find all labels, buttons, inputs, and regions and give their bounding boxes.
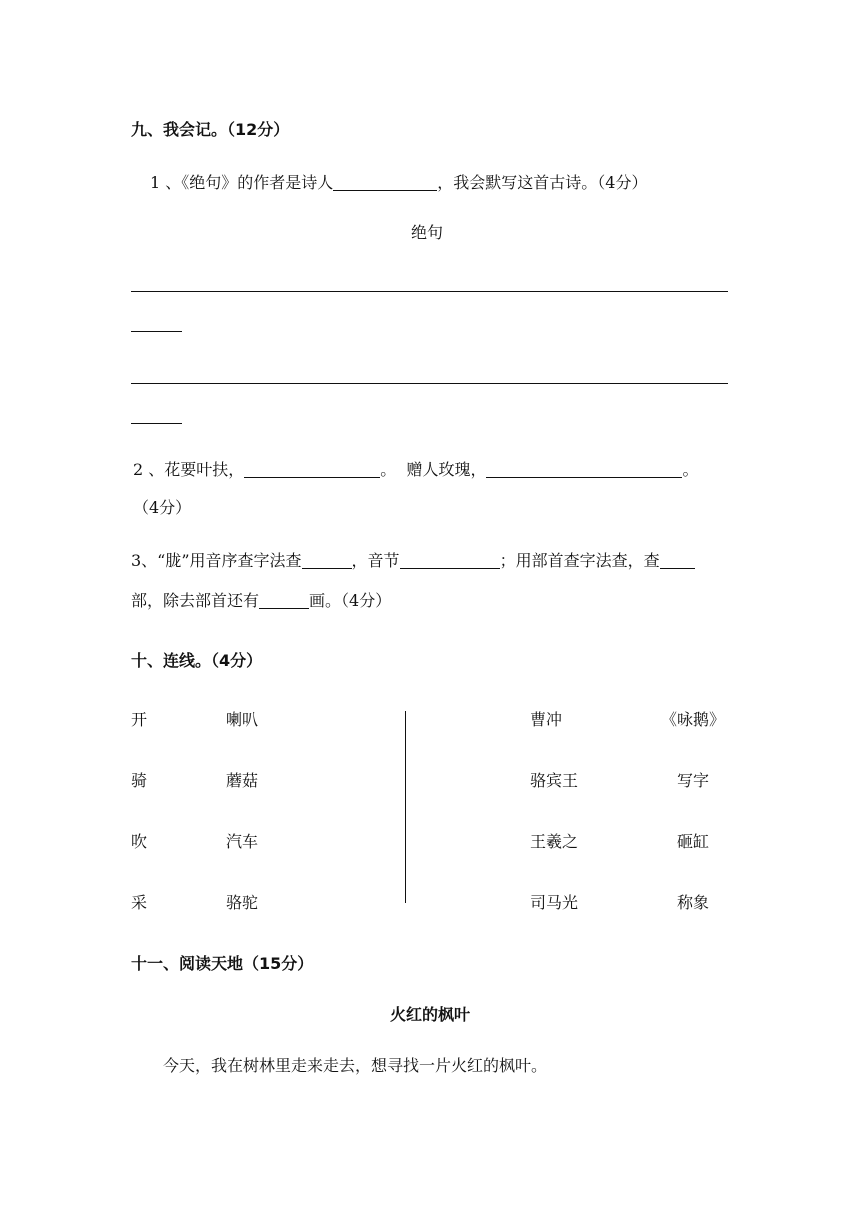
column-divider — [405, 711, 406, 903]
question-3-part-1: 3、“胧”用音序查字法查 — [131, 551, 302, 570]
question-3-line-2 — [131, 592, 391, 609]
verb-item[interactable]: 骑 — [131, 771, 148, 790]
question-1 — [150, 174, 647, 191]
poem-title: 绝句 — [411, 223, 444, 242]
deed-item[interactable]: 称象 — [676, 893, 709, 912]
proverb-blank-2[interactable] — [486, 461, 682, 478]
question-3-part-4: 部，除去部首还有 — [131, 591, 260, 610]
question-3-part-2: ，音节 — [351, 551, 400, 570]
question-3-part-3: ；用部首查字法查，查 — [499, 551, 660, 570]
deed-item[interactable]: 写字 — [676, 771, 709, 790]
question-1-suffix: ，我会默写这首古诗。（4分） — [437, 173, 648, 192]
question-3-line-1 — [131, 552, 695, 569]
verb-item[interactable]: 吹 — [131, 832, 148, 851]
poem-line-2-cont[interactable] — [131, 423, 182, 424]
verb-item[interactable]: 采 — [131, 893, 148, 912]
section-10-heading: 十、连线。（4分） — [131, 651, 263, 670]
question-2-suffix: 。 — [682, 460, 699, 479]
noun-item[interactable]: 汽车 — [226, 832, 259, 851]
section-11-heading: 十一、阅读天地（15分） — [131, 954, 314, 973]
noun-item[interactable]: 蘑菇 — [226, 771, 259, 790]
person-item[interactable]: 骆宾王 — [530, 771, 579, 790]
question-3-part-5: 画。（4分） — [309, 591, 392, 610]
poem-line-1-cont[interactable] — [131, 331, 182, 332]
poet-answer-blank[interactable] — [333, 174, 437, 191]
syllable-blank[interactable] — [400, 552, 500, 569]
person-item[interactable]: 曹冲 — [530, 710, 563, 729]
reading-title: 火红的枫叶 — [389, 1005, 470, 1024]
deed-item[interactable]: 《咏鹅》 — [660, 710, 725, 729]
poem-line-1[interactable] — [131, 291, 728, 292]
question-2-score: （4分） — [133, 498, 192, 517]
letter-blank[interactable] — [302, 552, 352, 569]
verb-item[interactable]: 开 — [131, 710, 148, 729]
strokes-blank[interactable] — [259, 592, 309, 609]
deed-item[interactable]: 砸缸 — [676, 832, 709, 851]
noun-item[interactable]: 骆驼 — [226, 893, 259, 912]
question-2-prefix: 2 、花要叶扶， — [133, 460, 245, 479]
radical-blank[interactable] — [660, 552, 695, 569]
person-item[interactable]: 司马光 — [530, 893, 579, 912]
question-1-prefix: 1 、《绝句》的作者是诗人 — [150, 173, 334, 192]
noun-item[interactable]: 喇叭 — [226, 710, 259, 729]
person-item[interactable]: 王羲之 — [530, 832, 579, 851]
question-2-middle: 。 赠人玫瑰， — [380, 460, 487, 479]
section-9-heading: 九、我会记。（12分） — [131, 120, 290, 139]
question-2 — [133, 461, 698, 478]
poem-line-2[interactable] — [131, 383, 728, 384]
proverb-blank-1[interactable] — [244, 461, 380, 478]
reading-paragraph: 今天，我在树林里走来走去，想寻找一片火红的枫叶。 — [163, 1056, 548, 1075]
